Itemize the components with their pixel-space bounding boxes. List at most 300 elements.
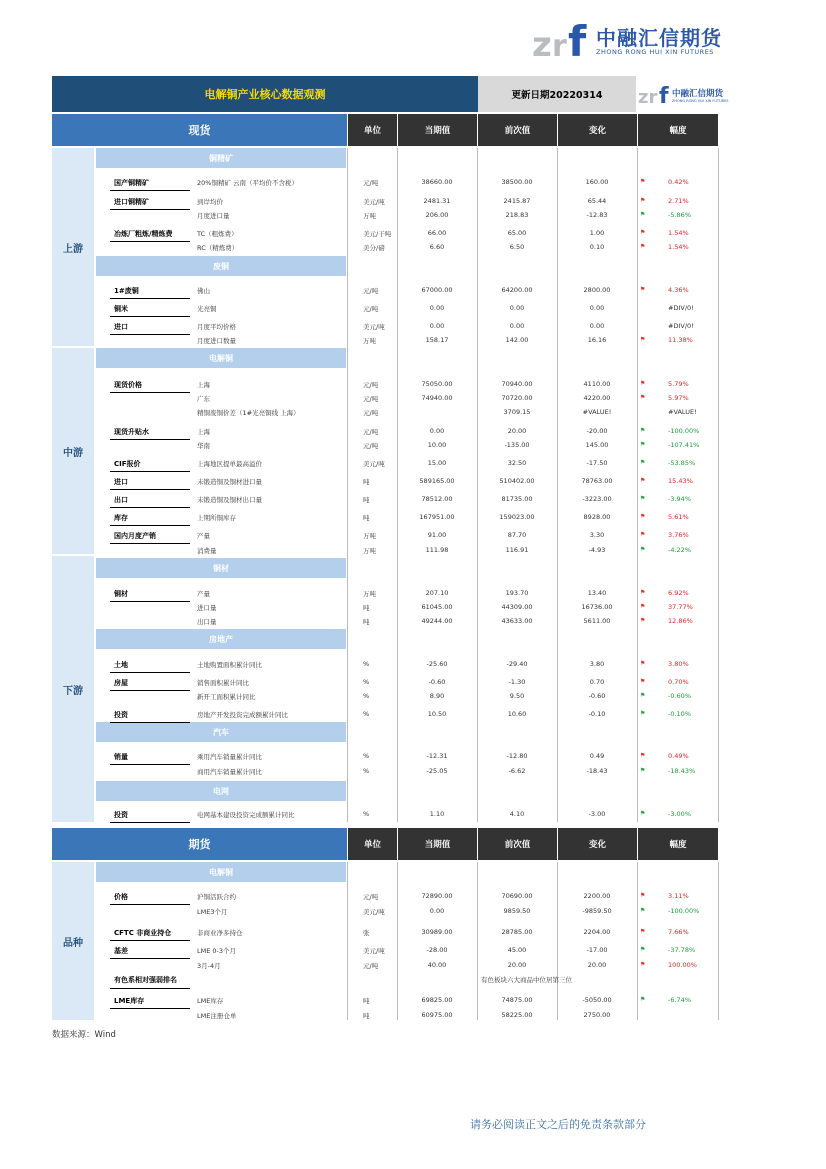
subhead-grid: 电网: [96, 781, 346, 801]
row-range-percent: 4.36%: [668, 286, 689, 294]
row-change-value: 4110.00: [583, 380, 611, 388]
down-flag-icon: ⚑: [640, 427, 646, 434]
futures-col-range: 幅度: [637, 828, 718, 860]
row-unit: 万吨: [363, 212, 376, 220]
row-unit: 美元/吨: [363, 947, 385, 955]
row-range-percent: 12.86%: [668, 617, 693, 625]
subhead-copper-material: 铜材: [96, 558, 346, 578]
row-description: 佛山: [197, 287, 210, 295]
row-change-value: 20.00: [587, 961, 607, 969]
row-current-value: -25.05: [426, 767, 448, 775]
row-change-value: 16736.00: [581, 603, 613, 611]
row-unit: 元/吨: [363, 287, 379, 295]
row-range-percent: 100.00%: [668, 961, 697, 969]
row-current-value: -25.60: [426, 660, 448, 668]
zrf-mini-logo-icon: [638, 76, 674, 112]
row-unit: 美分/磅: [363, 244, 385, 252]
row-change-value: -3.00: [588, 810, 606, 818]
row-range-percent: 7.66%: [668, 928, 689, 936]
row-change-value: 65.44: [587, 197, 607, 205]
svg-text:zr: zr: [638, 87, 658, 108]
zrf-logo-mark-icon: [532, 18, 594, 62]
row-current-value: 207.10: [425, 589, 449, 597]
row-unit: 吨: [363, 997, 370, 1005]
row-category-underline: [110, 439, 190, 440]
row-description: 出口量: [197, 618, 217, 626]
row-category-underline: [110, 722, 190, 723]
row-range-percent: 15.43%: [668, 477, 693, 485]
down-flag-icon: ⚑: [640, 996, 646, 1003]
row-category-underline: [110, 672, 190, 673]
row-change-value: 5611.00: [583, 617, 611, 625]
row-category-underline: [110, 334, 190, 335]
row-current-value: 158.17: [425, 336, 449, 344]
row-description: LME库存: [197, 997, 224, 1005]
row-category: 进口: [114, 478, 128, 486]
column-divider: [347, 862, 348, 1020]
up-flag-icon: ⚑: [640, 197, 646, 204]
row-range-percent: -0.60%: [668, 692, 691, 700]
side-upstream: 上游: [52, 148, 94, 346]
row-description: 未锻造铜及铜材出口量: [197, 496, 262, 504]
row-previous-value: 159023.00: [499, 513, 535, 521]
side-variety: 品种: [52, 862, 94, 1020]
row-category-underline: [110, 822, 190, 823]
row-category-underline: [110, 507, 190, 508]
row-current-value: 167951.00: [419, 513, 455, 521]
row-range-percent: 1.54%: [668, 243, 689, 251]
row-category: 房屋: [114, 679, 128, 687]
row-description: 上期所铜库存: [197, 514, 236, 522]
row-previous-value: 20.00: [507, 961, 527, 969]
row-current-value: 8.90: [429, 692, 445, 700]
row-description: 未锻造铜及铜材进口量: [197, 478, 262, 486]
row-current-value: 30989.00: [421, 928, 453, 936]
row-unit: 吨: [363, 496, 370, 504]
row-category: 土地: [114, 661, 128, 669]
row-current-value: 72890.00: [421, 892, 453, 900]
row-current-value: 10.50: [427, 710, 447, 718]
column-divider: [397, 148, 398, 822]
down-flag-icon: ⚑: [640, 546, 646, 553]
row-current-value: -0.60: [428, 678, 446, 686]
row-previous-value: -135.00: [504, 441, 530, 449]
row-previous-value: 9859.50: [503, 907, 531, 915]
row-unit: %: [363, 678, 370, 686]
row-current-value: 75050.00: [421, 380, 453, 388]
futures-col-previous: 前次值: [477, 828, 557, 860]
row-description: 精铜废铜价差（1#光亮铜线 上海）: [197, 409, 300, 417]
row-current-value: 60975.00: [421, 1011, 453, 1019]
row-description: 上海地区提单最高溢价: [197, 460, 262, 468]
row-current-value: 78512.00: [421, 495, 453, 503]
rank-row-underline: [110, 988, 190, 989]
row-previous-value: 0.00: [509, 304, 525, 312]
row-unit: 元/吨: [363, 381, 379, 389]
down-flag-icon: ⚑: [640, 459, 646, 466]
company-logo: [532, 18, 722, 62]
row-current-value: 69825.00: [421, 996, 453, 1004]
row-range-percent: -53.85%: [668, 459, 696, 467]
futures-col-change: 变化: [557, 828, 637, 860]
row-description: 土地购置面积累计同比: [197, 661, 262, 669]
row-unit: %: [363, 810, 370, 818]
row-previous-value: -29.40: [506, 660, 528, 668]
row-unit: 万吨: [363, 337, 376, 345]
row-description: 新开工面积累计同比: [197, 693, 256, 701]
row-unit: 元/吨: [363, 428, 379, 436]
up-flag-icon: ⚑: [640, 394, 646, 401]
row-change-value: -0.10: [588, 710, 606, 718]
row-change-value: 160.00: [585, 178, 609, 186]
row-change-value: 3.30: [589, 531, 605, 539]
down-flag-icon: ⚑: [640, 441, 646, 448]
row-change-value: -5050.00: [582, 996, 612, 1004]
row-description: RC（精炼费）: [197, 244, 239, 252]
column-divider: [397, 862, 398, 1020]
row-unit: 吨: [363, 478, 370, 486]
row-range-percent: -5.86%: [668, 211, 691, 219]
row-current-value: 91.00: [427, 531, 447, 539]
row-category: 现货升贴水: [114, 428, 149, 436]
row-previous-value: 10.60: [507, 710, 527, 718]
row-change-value: 16.16: [587, 336, 607, 344]
row-description: 进口量: [197, 604, 217, 612]
row-description: TC（粗炼费）: [197, 230, 238, 238]
row-previous-value: 9.50: [509, 692, 525, 700]
row-category: 价格: [114, 893, 128, 901]
row-current-value: 0.00: [429, 322, 445, 330]
row-current-value: 40.00: [427, 961, 447, 969]
subhead-copper-ore: 铜精矿: [96, 148, 346, 168]
column-divider: [557, 862, 558, 1020]
subhead-auto: 汽车: [96, 722, 346, 742]
row-description: 20%铜精矿 云南（平均价不含税）: [197, 179, 299, 187]
row-previous-value: 87.70: [507, 531, 527, 539]
row-current-value: 0.00: [429, 427, 445, 435]
row-previous-value: 6.50: [509, 243, 525, 251]
row-description: 商用汽车销量累计同比: [197, 768, 262, 776]
row-change-value: #VALUE!: [582, 408, 612, 416]
row-change-value: 3.80: [589, 660, 605, 668]
row-category: 铜材: [114, 590, 128, 598]
row-range-percent: -100.00%: [668, 907, 700, 915]
row-previous-value: 74875.00: [501, 996, 533, 1004]
row-range-percent: 0.70%: [668, 678, 689, 686]
row-description: 月度平均价格: [197, 323, 236, 331]
row-previous-value: 510402.00: [499, 477, 535, 485]
column-divider: [637, 862, 638, 1020]
row-category: 基差: [114, 947, 128, 955]
row-range-percent: 37.77%: [668, 603, 693, 611]
down-flag-icon: ⚑: [640, 810, 646, 817]
futures-col-current: 当期值: [397, 828, 477, 860]
side-midstream: 中游: [52, 348, 94, 554]
row-category-underline: [110, 298, 190, 299]
row-range-percent: 3.11%: [668, 892, 689, 900]
up-flag-icon: ⚑: [640, 589, 646, 596]
row-range-percent: -37.78%: [668, 946, 696, 954]
row-change-value: 0.49: [589, 752, 605, 760]
col-unit: 单位: [347, 114, 397, 146]
row-current-value: 61045.00: [421, 603, 453, 611]
row-unit: 美元/吨: [363, 198, 385, 206]
row-previous-value: 64200.00: [501, 286, 533, 294]
row-description: 产量: [197, 532, 210, 540]
row-previous-value: 4.10: [509, 810, 525, 818]
row-range-percent: -18.43%: [668, 767, 696, 775]
column-divider: [718, 862, 719, 1020]
row-change-value: -3223.00: [582, 495, 612, 503]
row-category: 出口: [114, 496, 128, 504]
subhead-scrap: 废铜: [96, 256, 346, 276]
row-unit: 万吨: [363, 590, 376, 598]
row-range-percent: 2.71%: [668, 197, 689, 205]
up-flag-icon: ⚑: [640, 380, 646, 387]
row-previous-value: 3709.15: [503, 408, 531, 416]
svg-text:f: f: [659, 84, 669, 109]
row-change-value: 2750.00: [583, 1011, 611, 1019]
row-range-percent: 5.79%: [668, 380, 689, 388]
row-unit: %: [363, 752, 370, 760]
row-change-value: 0.00: [589, 304, 605, 312]
row-range-percent: 11.38%: [668, 336, 693, 344]
row-range-percent: 1.54%: [668, 229, 689, 237]
up-flag-icon: ⚑: [640, 477, 646, 484]
row-previous-value: 45.00: [507, 946, 527, 954]
futures-col-unit: 单位: [347, 828, 397, 860]
row-description: 到岸均价: [197, 198, 223, 206]
row-unit: 吨: [363, 514, 370, 522]
row-description: 非商业净多持仓: [197, 929, 243, 937]
row-category-underline: [110, 316, 190, 317]
mini-logo-english-text: ZHONG RONG HUI XIN FUTURES: [672, 99, 729, 103]
row-previous-value: 193.70: [505, 589, 529, 597]
row-category: 国产铜精矿: [114, 179, 149, 187]
row-current-value: 0.00: [429, 304, 445, 312]
row-previous-value: 70690.00: [501, 892, 533, 900]
row-category-underline: [110, 392, 190, 393]
col-change: 变化: [557, 114, 637, 146]
svg-text:f: f: [568, 18, 587, 62]
row-range-percent: #DIV/0!: [668, 322, 694, 330]
row-range-percent: -107.41%: [668, 441, 700, 449]
row-unit: 万吨: [363, 547, 376, 555]
row-description: 月度进口数量: [197, 337, 236, 345]
row-unit: %: [363, 660, 370, 668]
row-description: 电网基本建设投资完成额累计同比: [197, 811, 295, 819]
row-current-value: 589165.00: [419, 477, 455, 485]
row-previous-value: 28785.00: [501, 928, 533, 936]
row-previous-value: 58225.00: [501, 1011, 533, 1019]
row-unit: 美元/干吨: [363, 230, 392, 238]
up-flag-icon: ⚑: [640, 178, 646, 185]
row-change-value: 2800.00: [583, 286, 611, 294]
row-unit: 元/吨: [363, 409, 379, 417]
up-flag-icon: ⚑: [640, 603, 646, 610]
up-flag-icon: ⚑: [640, 229, 646, 236]
down-flag-icon: ⚑: [640, 946, 646, 953]
row-previous-value: 116.91: [505, 546, 529, 554]
row-description: 产量: [197, 590, 210, 598]
col-current: 当期值: [397, 114, 477, 146]
row-category: 投资: [114, 711, 128, 719]
row-previous-value: 70940.00: [501, 380, 533, 388]
row-change-value: -12.83: [586, 211, 608, 219]
row-description: 月度进口量: [197, 212, 230, 220]
row-current-value: 74940.00: [421, 394, 453, 402]
row-description: 光亮铜: [197, 305, 217, 313]
row-change-value: -18.43: [586, 767, 608, 775]
subhead-real-estate: 房地产: [96, 629, 346, 649]
row-range-percent: 6.92%: [668, 589, 689, 597]
row-unit: 元/吨: [363, 395, 379, 403]
row-unit: %: [363, 767, 370, 775]
update-date: 更新日期20220314: [478, 76, 636, 112]
row-range-percent: -3.94%: [668, 495, 691, 503]
row-unit: 元/吨: [363, 179, 379, 187]
row-category-underline: [110, 471, 190, 472]
row-current-value: -12.31: [426, 752, 448, 760]
logo-chinese-text: 中融汇信期货: [596, 26, 722, 50]
row-change-value: 4220.00: [583, 394, 611, 402]
row-category-underline: [110, 190, 190, 191]
down-flag-icon: ⚑: [640, 495, 646, 502]
row-previous-value: 43633.00: [501, 617, 533, 625]
row-current-value: 67000.00: [421, 286, 453, 294]
row-range-percent: -100.00%: [668, 427, 700, 435]
row-description: LME 0-3个月: [197, 947, 237, 955]
row-unit: 张: [363, 929, 370, 937]
row-current-value: 1.10: [429, 810, 445, 818]
row-category-underline: [110, 958, 190, 959]
row-current-value: 111.98: [425, 546, 449, 554]
row-range-percent: 3.80%: [668, 660, 689, 668]
row-previous-value: 142.00: [505, 336, 529, 344]
row-category-underline: [110, 489, 190, 490]
row-description: 3月-4月: [197, 962, 221, 970]
row-category-underline: [110, 690, 190, 691]
up-flag-icon: ⚑: [640, 617, 646, 624]
row-description: LME注册仓单: [197, 1012, 237, 1020]
row-unit: 美元/吨: [363, 908, 385, 916]
row-current-value: 10.00: [427, 441, 447, 449]
row-previous-value: 81735.00: [501, 495, 533, 503]
row-current-value: 15.00: [427, 459, 447, 467]
row-previous-value: 0.00: [509, 322, 525, 330]
row-previous-value: 38500.00: [501, 178, 533, 186]
row-unit: 美元/吨: [363, 460, 385, 468]
row-range-percent: 0.49%: [668, 752, 689, 760]
row-category: 投资: [114, 811, 128, 819]
row-unit: 元/吨: [363, 305, 379, 313]
row-current-value: 6.60: [429, 243, 445, 251]
up-flag-icon: ⚑: [640, 336, 646, 343]
futures-section-title: 期货: [52, 828, 347, 860]
row-description: 上海: [197, 428, 210, 436]
down-flag-icon: ⚑: [640, 211, 646, 218]
row-previous-value: -1.30: [508, 678, 526, 686]
down-flag-icon: ⚑: [640, 767, 646, 774]
row-current-value: 49244.00: [421, 617, 453, 625]
up-flag-icon: ⚑: [640, 752, 646, 759]
row-change-value: 13.40: [587, 589, 607, 597]
svg-text:r: r: [552, 29, 567, 62]
row-unit: 吨: [363, 604, 370, 612]
row-range-percent: -4.22%: [668, 546, 691, 554]
col-range: 幅度: [637, 114, 718, 146]
row-category-underline: [110, 904, 190, 905]
row-previous-value: -6.62: [508, 767, 526, 775]
report-title: 电解铜产业核心数据观测: [52, 76, 478, 112]
row-change-value: 8928.00: [583, 513, 611, 521]
row-previous-value: 44309.00: [501, 603, 533, 611]
row-change-value: -20.00: [586, 427, 608, 435]
up-flag-icon: ⚑: [640, 531, 646, 538]
row-change-value: -17.50: [586, 459, 608, 467]
row-change-value: 2204.00: [583, 928, 611, 936]
up-flag-icon: ⚑: [640, 928, 646, 935]
up-flag-icon: ⚑: [640, 286, 646, 293]
row-previous-value: 2415.87: [503, 197, 531, 205]
row-unit: %: [363, 710, 370, 718]
down-flag-icon: ⚑: [640, 710, 646, 717]
row-change-value: 1.00: [589, 229, 605, 237]
row-change-value: 0.70: [589, 678, 605, 686]
row-unit: 元/吨: [363, 442, 379, 450]
subhead-electrolytic-futures: 电解铜: [96, 862, 346, 882]
data-source: 数据来源：Wind: [52, 1030, 116, 1040]
column-divider: [477, 148, 478, 822]
row-description: LME3个月: [197, 908, 228, 916]
row-unit: %: [363, 692, 370, 700]
row-category-underline: [110, 601, 190, 602]
up-flag-icon: ⚑: [640, 513, 646, 520]
row-unit: 万吨: [363, 532, 376, 540]
row-category-underline: [110, 940, 190, 941]
row-range-percent: -6.74%: [668, 996, 691, 1004]
row-category: 国内月度产销: [114, 532, 156, 540]
row-change-value: -4.93: [588, 546, 606, 554]
row-category-underline: [110, 543, 190, 544]
row-description: 广东: [197, 395, 210, 403]
disclaimer-note: 请务必阅读正文之后的免责条款部分: [470, 1118, 646, 1131]
row-change-value: -17.00: [586, 946, 608, 954]
rank-row-category: 有色系相对强弱排名: [114, 976, 177, 984]
row-category: 冶炼厂粗炼/精炼费: [114, 230, 173, 238]
row-category-underline: [110, 525, 190, 526]
up-flag-icon: ⚑: [640, 678, 646, 685]
row-previous-value: 70720.00: [501, 394, 533, 402]
up-flag-icon: ⚑: [640, 892, 646, 899]
row-category: 1#废铜: [114, 287, 139, 295]
row-range-percent: 3.76%: [668, 531, 689, 539]
row-category-underline: [110, 764, 190, 765]
row-category-underline: [110, 1008, 190, 1009]
col-previous: 前次值: [477, 114, 557, 146]
up-flag-icon: ⚑: [640, 961, 646, 968]
row-unit: 元/吨: [363, 962, 379, 970]
row-previous-value: 32.50: [507, 459, 527, 467]
row-description: 乘用汽车销量累计同比: [197, 753, 262, 761]
column-divider: [347, 148, 348, 822]
row-change-value: -0.60: [588, 692, 606, 700]
row-range-percent: -3.00%: [668, 810, 691, 818]
row-description: 华南: [197, 442, 210, 450]
row-previous-value: 65.00: [507, 229, 527, 237]
row-change-value: 78763.00: [581, 477, 613, 485]
spot-section-title: 现货: [52, 114, 347, 146]
